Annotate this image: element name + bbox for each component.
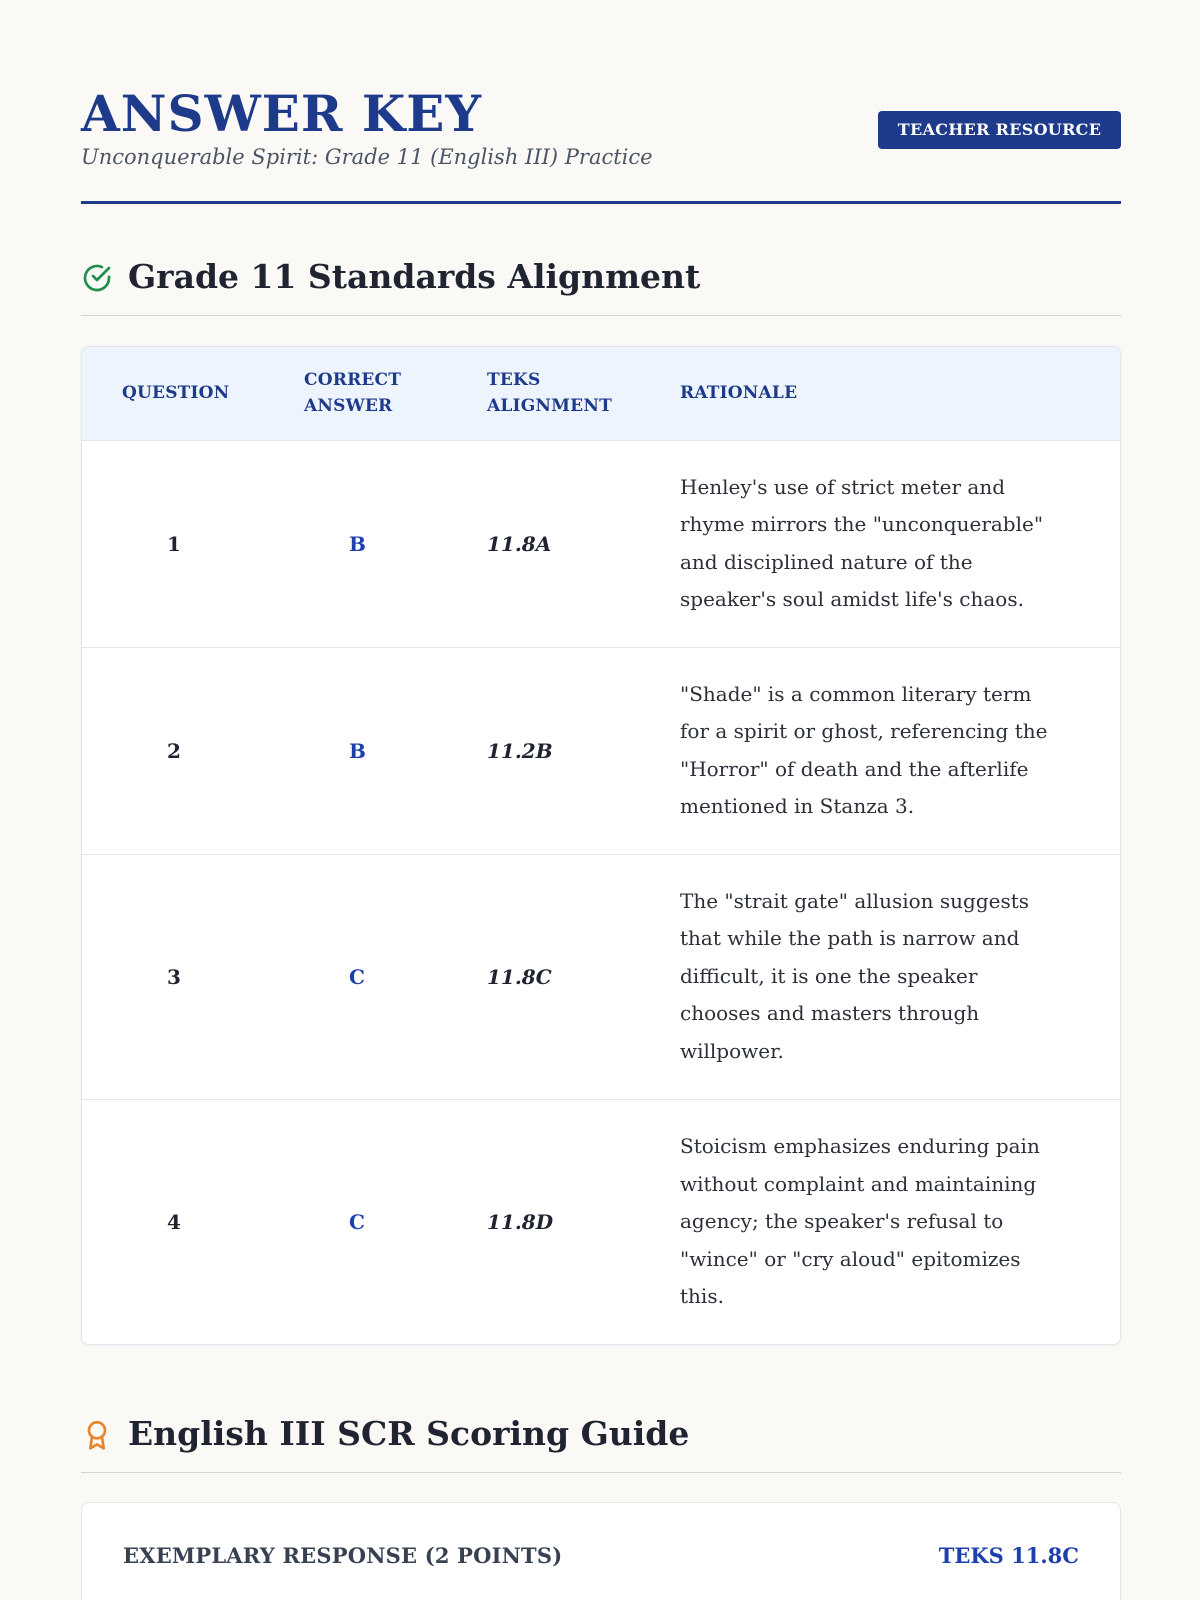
correct-answer: B: [266, 440, 449, 647]
question-number: 1: [82, 440, 266, 647]
rationale: Henley's use of strict meter and rhyme mirrors the "unconquerable" and disciplined nature of the speaker's soul amidst life's chaos.: [657, 440, 1120, 647]
table-row: [82, 647, 1120, 854]
header: [81, 0, 1121, 204]
standards-section-heading: [81, 254, 1121, 316]
table-row: [82, 1099, 1120, 1344]
scoring-guide-card: [81, 1502, 1121, 1600]
rationale: The "strait gate" allusion suggests that while the path is narrow and difficult, it is one the speaker chooses and masters through willpower.: [657, 854, 1120, 1099]
column-header-teks: TEKS ALIGNMENT: [449, 347, 657, 440]
scoring-section-heading: [81, 1411, 1121, 1473]
teks-alignment: 11.8C: [449, 854, 657, 1099]
column-header-question: QUESTION: [82, 347, 266, 440]
standards-table-card: [81, 346, 1121, 1345]
check-circle-icon: [81, 262, 113, 294]
teks-alignment: 11.2B: [449, 647, 657, 854]
page-subtitle: Unconquerable Spirit: Grade 11 (English III) Practice: [81, 145, 653, 169]
teks-alignment: 11.8D: [487, 1209, 554, 1234]
rationale: Stoicism emphasizes enduring pain without complaint and maintaining agency; the speaker's refusal to "wince" or "cry aloud" epitomizes this.: [680, 1134, 1040, 1308]
exemplary-response-label: EXEMPLARY RESPONSE (2 POINTS): [123, 1543, 563, 1568]
page-title: ANSWER KEY: [81, 84, 483, 143]
correct-answer: C: [266, 854, 449, 1099]
standards-table: [82, 347, 1120, 1344]
table-row: [82, 440, 1120, 647]
answer-key-page: [81, 0, 1121, 1568]
question-number: 4: [167, 1209, 181, 1234]
rationale: "Shade" is a common literary term for a spirit or ghost, referencing the "Horror" of death and the afterlife mentioned in Stanza 3.: [657, 647, 1120, 854]
column-header-rationale: RATIONALE: [657, 347, 1120, 440]
award-ribbon-icon: [81, 1419, 113, 1451]
table-row: [82, 854, 1120, 1099]
section-title: Grade 11 Standards Alignment: [128, 257, 701, 296]
question-number: 2: [82, 647, 266, 854]
correct-answer: C: [349, 1209, 365, 1234]
scoring-teks-tag: TEKS 11.8C: [938, 1543, 1079, 1568]
question-number: 3: [82, 854, 266, 1099]
teacher-resource-badge: TEACHER RESOURCE: [878, 111, 1121, 149]
column-header-answer: CORRECT ANSWER: [266, 347, 449, 440]
table-header-row: [82, 347, 1120, 440]
section-title: English III SCR Scoring Guide: [128, 1414, 690, 1453]
correct-answer: B: [266, 647, 449, 854]
teks-alignment: 11.8A: [449, 440, 657, 647]
